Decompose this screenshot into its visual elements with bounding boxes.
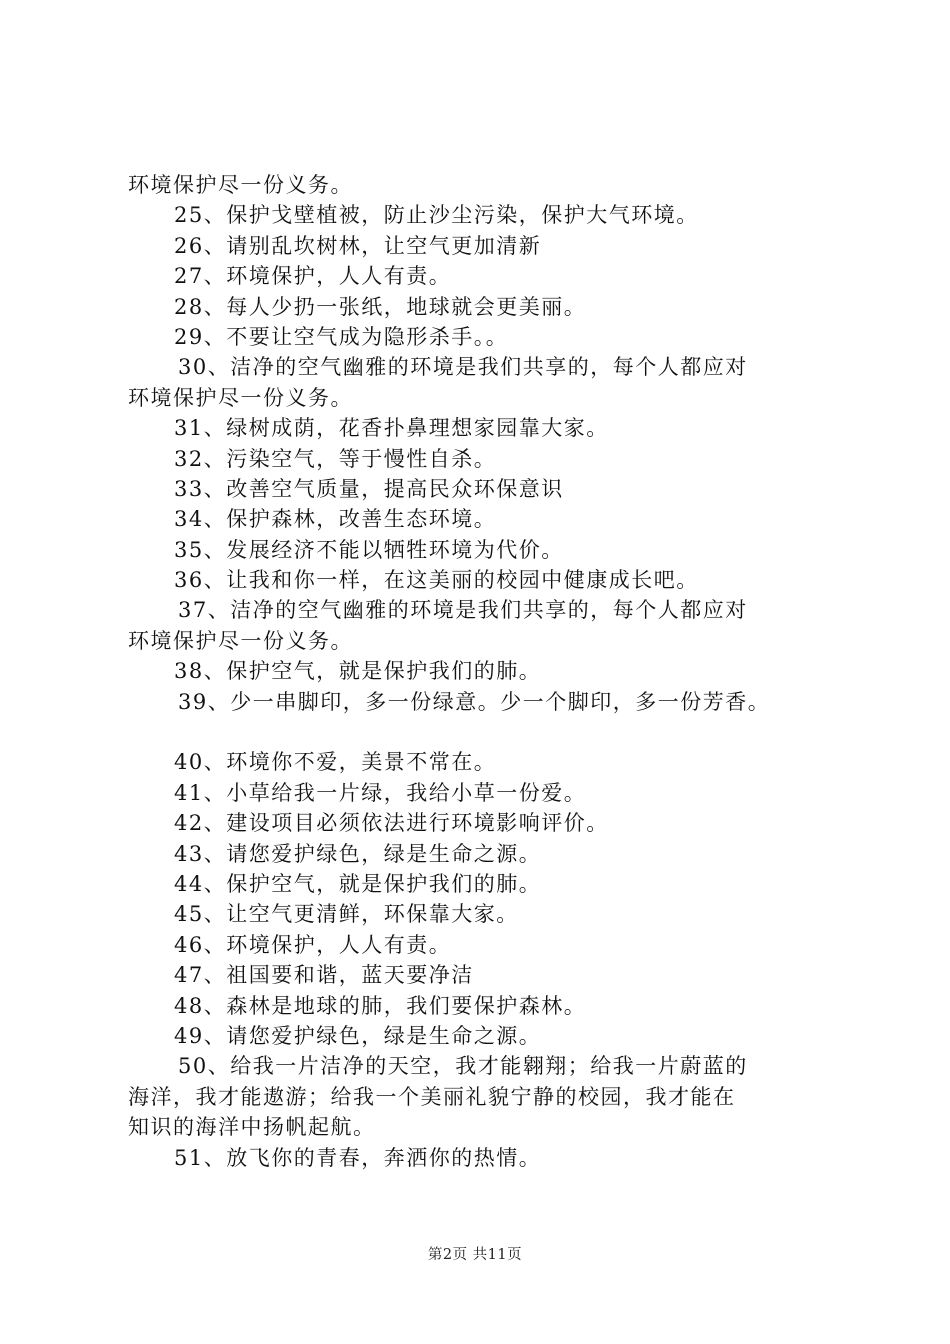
text-line: 38、保护空气，就是保护我们的肺。 (174, 659, 542, 684)
text-line: 29、不要让空气成为隐形杀手。。 (174, 324, 509, 349)
text-line: 39、少一串脚印，多一份绿意。少一个脚印，多一份芳香。 (178, 689, 771, 714)
text-line: 27、环境保护，人人有责。 (174, 264, 452, 289)
text-line: 环境保护尽一份义务。 (128, 628, 353, 653)
document-body (128, 170, 838, 1173)
page-footer: 第2页 共11页 (427, 1247, 523, 1263)
text-line: 48、森林是地球的肺，我们要保护森林。 (174, 993, 587, 1018)
text-line: 42、建设项目必须依法进行环境影响评价。 (174, 811, 609, 836)
text-line: 50、给我一片洁净的天空，我才能翱翔；给我一片蔚蓝的 (178, 1054, 748, 1079)
text-line: 33、改善空气质量，提高民众环保意识 (174, 476, 564, 501)
text-line: 知识的海洋中扬帆起航。 (128, 1115, 376, 1140)
text-line: 35、发展经济不能以牺牲环境为代价。 (174, 537, 564, 562)
text-line: 环境保护尽一份义务。 (128, 385, 353, 410)
text-line: 30、洁净的空气幽雅的环境是我们共享的，每个人都应对 (178, 355, 748, 380)
text-line: 36、让我和你一样，在这美丽的校园中健康成长吧。 (174, 568, 699, 593)
text-line: 46、环境保护，人人有责。 (174, 932, 452, 957)
blank-line (128, 717, 838, 747)
text-line: 51、放飞你的青春，奔洒你的热情。 (174, 1145, 542, 1170)
text-line: 31、绿树成荫，花香扑鼻理想家园靠大家。 (174, 416, 609, 441)
text-line: 环境保护尽一份义务。 (128, 173, 353, 197)
text-line: 40、环境你不爱，美景不常在。 (174, 750, 497, 775)
text-line: 47、祖国要和谐，蓝天要净洁 (174, 963, 474, 988)
text-line: 32、污染空气，等于慢性自杀。 (174, 446, 497, 471)
text-line: 26、请别乱坎树林，让空气更加清新 (174, 233, 542, 258)
text-line: 41、小草给我一片绿，我给小草一份爱。 (174, 780, 587, 805)
text-line: 45、让空气更清鲜，环保靠大家。 (174, 902, 519, 927)
text-line: 37、洁净的空气幽雅的环境是我们共享的，每个人都应对 (178, 598, 748, 623)
text-line: 44、保护空气，就是保护我们的肺。 (174, 871, 542, 896)
text-line: 49、请您爱护绿色，绿是生命之源。 (174, 1023, 542, 1048)
text-line: 34、保护森林，改善生态环境。 (174, 507, 497, 532)
text-line: 25、保护戈壁植被，防止沙尘污染，保护大气环境。 (174, 203, 699, 228)
text-line: 43、请您爱护绿色，绿是生命之源。 (174, 841, 542, 866)
text-line: 28、每人少扔一张纸，地球就会更美丽。 (174, 294, 587, 319)
text-line: 海洋，我才能遨游；给我一个美丽礼貌宁静的校园，我才能在 (128, 1084, 736, 1109)
